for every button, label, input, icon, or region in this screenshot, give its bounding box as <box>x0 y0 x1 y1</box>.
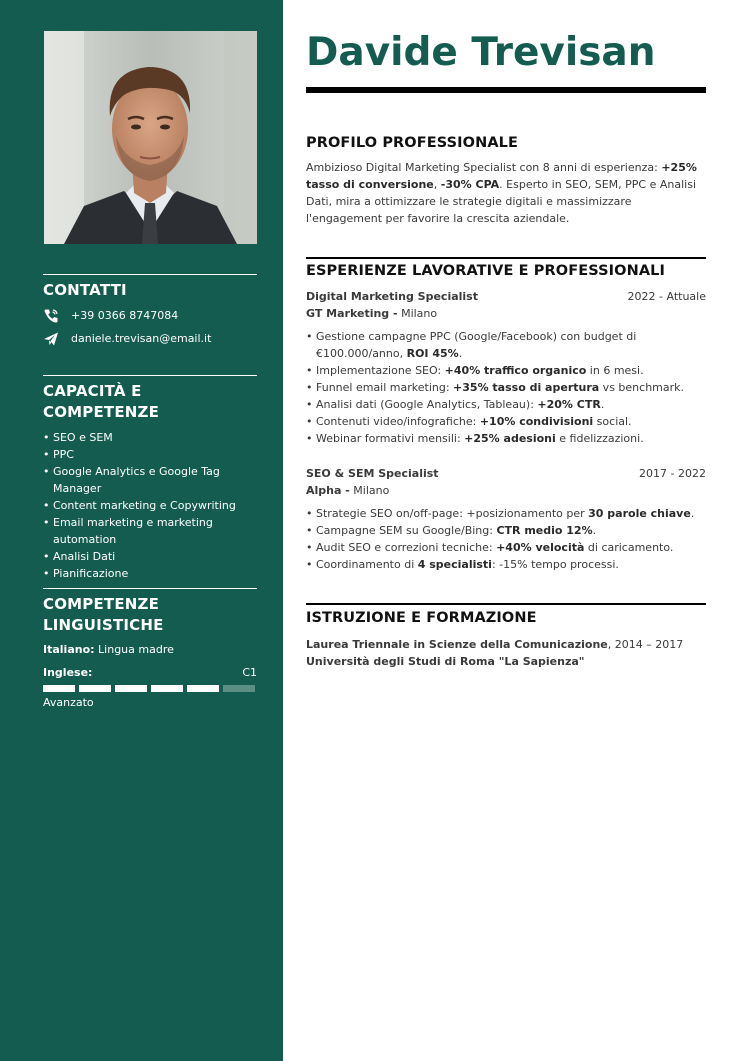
list-item: • Funnel email marketing: +35% tasso di apertura vs benchmark. <box>306 379 706 396</box>
level-segment <box>43 685 75 692</box>
list-item: • Pianificazione <box>43 565 257 582</box>
list-item: • Strategie SEO on/off-page: +posizionamento per 30 parole chiave. <box>306 505 706 522</box>
profile-text: Ambizioso Digital Marketing Specialist con 8 anni di esperienza: +25% tasso di conversione, -30% CPA. Esperto in SEO, SEM, PPC e Analisi Dati, mira a ottimizzare le strategie digitali e massimizzare l'engagement per favorire la crescita aziendale. <box>306 161 697 225</box>
section-divider <box>43 375 257 376</box>
email-text: daniele.trevisan@email.it <box>71 332 212 345</box>
contacts-title: CONTATTI <box>43 281 127 299</box>
list-item: • Google Analytics e Google Tag Manager <box>43 463 257 497</box>
contacts-section <box>43 274 257 350</box>
profile-section <box>306 133 706 227</box>
profile-photo <box>44 31 257 244</box>
job-company: Alpha - Milano <box>306 484 390 497</box>
level-segment <box>151 685 183 692</box>
list-item: • Audit SEO e correzioni tecniche: +40% velocità di caricamento. <box>306 539 706 556</box>
list-item: • Gestione campagne PPC (Google/Facebook) con budget di €100.000/anno, ROI 45%. <box>306 328 706 362</box>
skills-section <box>43 375 257 582</box>
skills-list <box>43 429 257 582</box>
paper-plane-icon <box>43 331 59 347</box>
education-title: ISTRUZIONE E FORMAZIONE <box>306 610 537 626</box>
job-company: GT Marketing - Milano <box>306 307 438 320</box>
job-entry <box>306 466 706 573</box>
language-level: Lingua madre <box>98 643 174 656</box>
education-section <box>306 603 706 670</box>
list-item: • Campagne SEM su Google/Bing: CTR medio 12%. <box>306 522 706 539</box>
list-item: • Email marketing e marketing automation <box>43 514 257 548</box>
language-english <box>43 666 257 680</box>
job-bullets <box>306 328 706 447</box>
list-item: • Coordinamento di 4 specialisti: -15% tempo processi. <box>306 556 706 573</box>
list-item: • Analisi dati (Google Analytics, Tableau): +20% CTR. <box>306 396 706 413</box>
level-segment <box>187 685 219 692</box>
section-divider <box>43 588 257 589</box>
languages-section <box>43 588 257 709</box>
list-item: • SEO e SEM <box>43 429 257 446</box>
phone-icon <box>43 308 59 324</box>
list-item: • Analisi Dati <box>43 548 257 565</box>
level-segment <box>79 685 111 692</box>
profile-title: PROFILO PROFESSIONALE <box>306 135 519 151</box>
job-role: Digital Marketing Specialist <box>306 290 478 303</box>
language-label: Italiano: <box>43 643 95 656</box>
name-underline <box>306 87 706 93</box>
level-segment <box>223 685 255 692</box>
experience-title: ESPERIENZE LAVORATIVE E PROFESSIONALI <box>306 263 665 279</box>
level-segment <box>115 685 147 692</box>
language-level-text: Avanzato <box>43 696 94 709</box>
portrait-image <box>44 31 257 244</box>
section-divider <box>43 274 257 275</box>
language-italian <box>43 642 257 658</box>
section-divider <box>306 257 706 259</box>
degree-years: , 2014 – 2017 <box>607 638 684 651</box>
phone-text: +39 0366 8747084 <box>71 309 179 322</box>
contact-phone[interactable] <box>43 304 257 327</box>
job-role: SEO & SEM Specialist <box>306 467 439 480</box>
job-dates: 2017 - 2022 <box>639 467 706 480</box>
contact-email[interactable] <box>43 327 257 350</box>
section-divider <box>306 603 706 605</box>
language-level-bar <box>43 685 257 692</box>
sidebar <box>0 0 283 1061</box>
languages-title-line1: COMPETENZE <box>43 595 160 613</box>
education-entry <box>306 636 706 670</box>
list-item: • Implementazione SEO: +40% traffico organico in 6 mesi. <box>306 362 706 379</box>
list-item: • PPC <box>43 446 257 463</box>
candidate-name: Davide Trevisan <box>306 30 656 75</box>
list-item: • Webinar formativi mensili: +25% adesioni e fidelizzazioni. <box>306 430 706 447</box>
language-code: C1 <box>242 666 257 679</box>
experience-section <box>306 257 706 573</box>
job-entry <box>306 289 706 447</box>
list-item: • Content marketing e Copywriting <box>43 497 257 514</box>
degree: Laurea Triennale in Scienze della Comunicazione <box>306 638 608 651</box>
list-item: • Contenuti video/infografiche: +10% condivisioni social. <box>306 413 706 430</box>
job-bullets <box>306 505 706 573</box>
job-dates: 2022 - Attuale <box>627 290 706 303</box>
skills-title: CAPACITÀ E COMPETENZE <box>43 382 160 421</box>
languages-title-line2: LINGUISTICHE <box>43 616 164 634</box>
language-label: Inglese: <box>43 666 93 679</box>
languages-title <box>43 594 257 636</box>
school: Università degli Studi di Roma "La Sapienza" <box>306 655 585 668</box>
